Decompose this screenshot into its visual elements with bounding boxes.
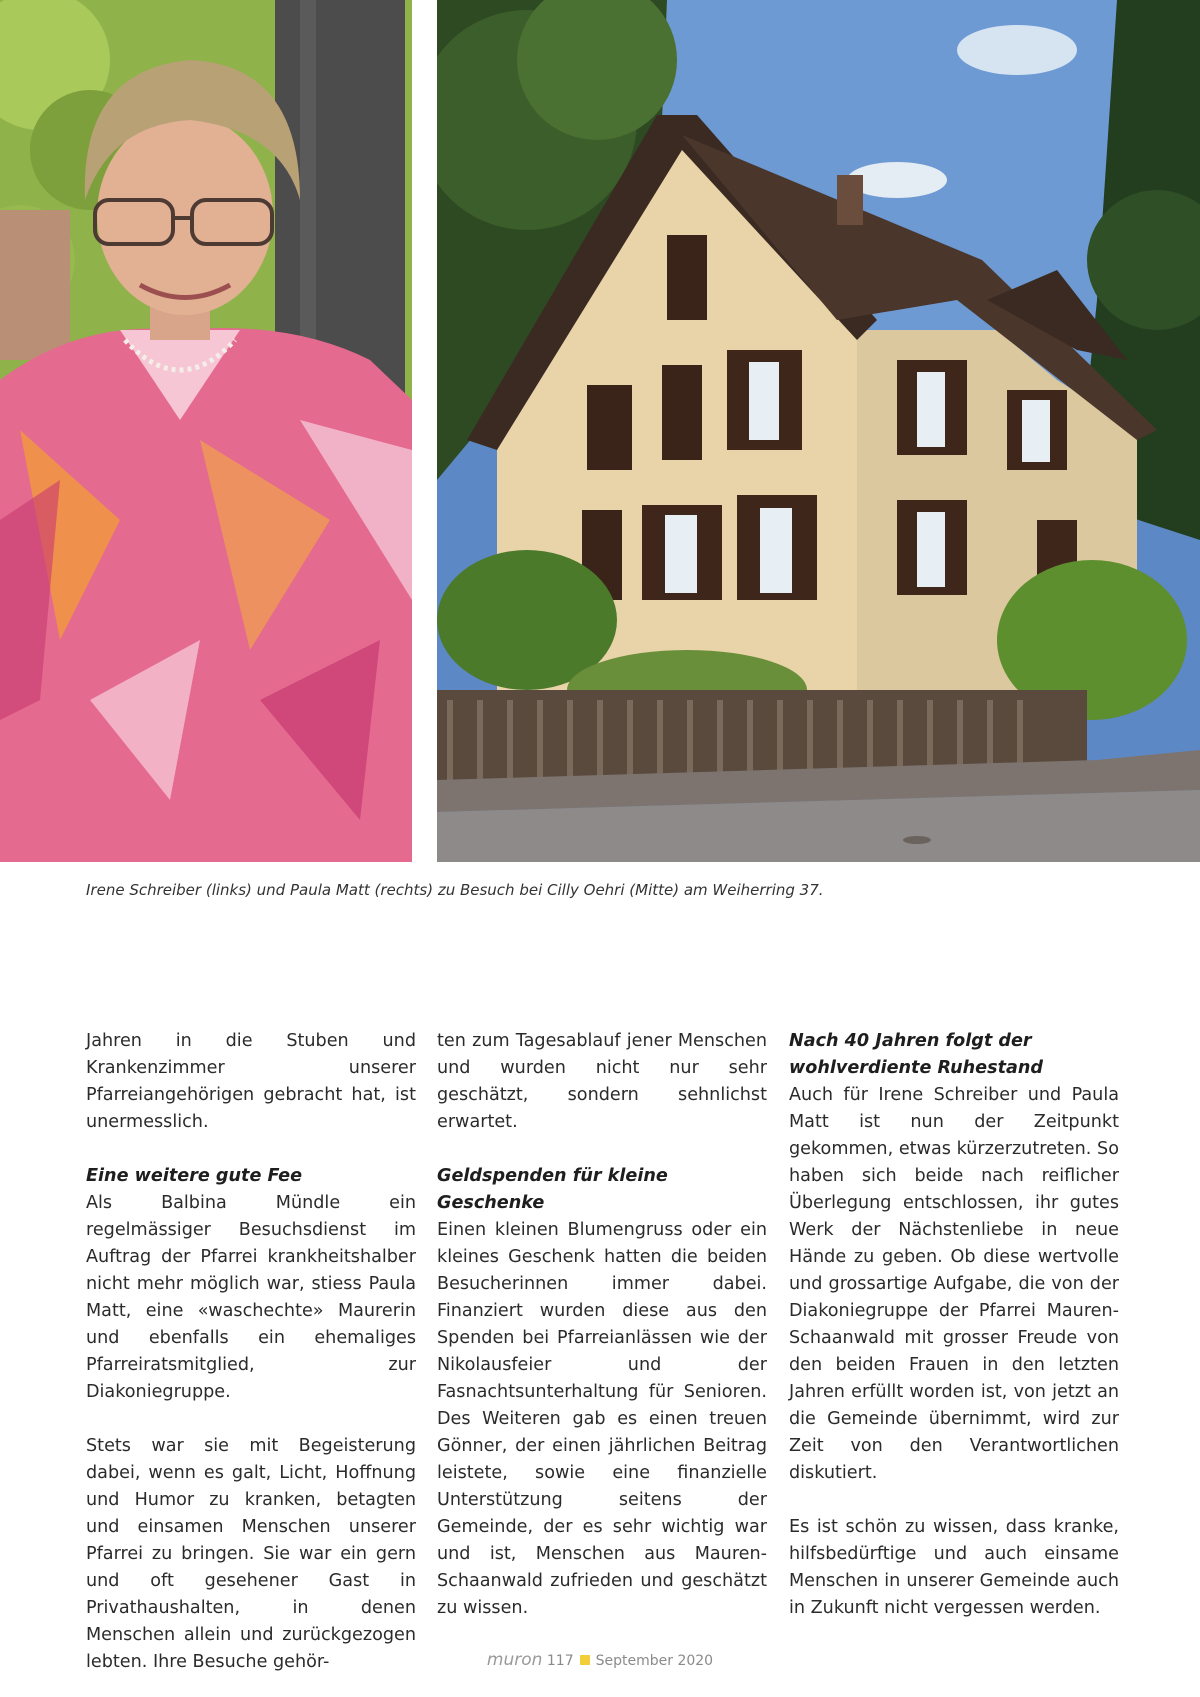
paragraph: Auch für Irene Schreiber und Paula Matt ist nun der Zeitpunkt gekommen, etwas kürzerzutreten. So haben sich beide nach reiflicher Überlegung entschlossen, ihr gutes Werk der Nächstenliebe in neue Hände zu geben. Ob diese wertvolle und grossartige Aufgabe, die von der Diakoniegruppe der Pfarrei Mauren-Schaanwald mit grosser Freude von den beiden Frauen in den letzten Jahren erfüllt worden ist, von jetzt an die Gemeinde übernimmt, wird zur Zeit von den Verantwortlichen diskutiert.: [789, 1085, 1119, 1483]
issue-number: 117: [546, 1653, 574, 1669]
paragraph: ten zum Tagesablauf jener Menschen und wurden nicht nur sehr geschätzt, sondern sehnlichst erwartet.: [437, 1031, 767, 1132]
section-heading: Eine weitere gute Fee: [86, 1166, 303, 1186]
issue-date: September 2020: [595, 1653, 714, 1669]
paragraph: Einen kleinen Blumengruss oder ein kleines Geschenk hatten die beiden Besucherinnen immer dabei. Finanziert wurden diese aus den Spenden bei Pfarreianlässen wie der Nikolausfeier und der Fasnachtsunterhaltung für Senioren. Des Weiteren gab es einen treuen Gönner, der einen jährlichen Beitrag leistete, sowie eine finanzielle Unterstützung seitens der Gemeinde, der es sehr wichtig war und ist, Menschen aus Mauren-Schaanwald zufrieden und geschätzt zu wissen.: [437, 1220, 767, 1618]
portrait-photo: [0, 0, 412, 862]
paragraph: Jahren in die Stuben und Krankenzimmer unserer Pfarreiangehörigen gebracht hat, ist unermesslich.: [86, 1031, 416, 1132]
text-column-3: [789, 1028, 1119, 1622]
photo-caption: Irene Schreiber (links) und Paula Matt (rechts) zu Besuch bei Cilly Oehri (Mitte) am Weiherring 37.: [86, 881, 824, 899]
paragraph: Als Balbina Mündle ein regelmässiger Besuchsdienst im Auftrag der Pfarrei krankheitshalber nicht mehr möglich war, stiess Paula Matt, eine «waschechte» Maurerin und ebenfalls ein ehemaliges Pfarreiratsmitglied, zur Diakoniegruppe.: [86, 1193, 416, 1402]
house-photo: [437, 0, 1200, 862]
page-footer: [0, 1650, 1200, 1670]
accent-square-icon: [580, 1655, 590, 1665]
text-column-1: [86, 1028, 416, 1676]
section-heading: Nach 40 Jahren folgt der wohlverdiente Ruhestand: [789, 1031, 1043, 1078]
text-column-2: [437, 1028, 767, 1622]
section-heading: Geldspenden für kleine Geschenke: [437, 1166, 668, 1213]
paragraph: Stets war sie mit Begeisterung dabei, wenn es galt, Licht, Hoffnung und Humor zu kranken, betagten und einsamen Menschen unserer Pfarrei zu bringen. Sie war ein gern und oft gesehener Gast in Privathaushalten, in denen Menschen allein und zurückgezogen lebten. Ihre Besuche gehör-: [86, 1436, 416, 1672]
magazine-brand: muron: [486, 1650, 543, 1670]
paragraph: Es ist schön zu wissen, dass kranke, hilfsbedürftige und auch einsame Menschen in unserer Gemeinde auch in Zukunft nicht vergessen werden.: [789, 1517, 1119, 1618]
